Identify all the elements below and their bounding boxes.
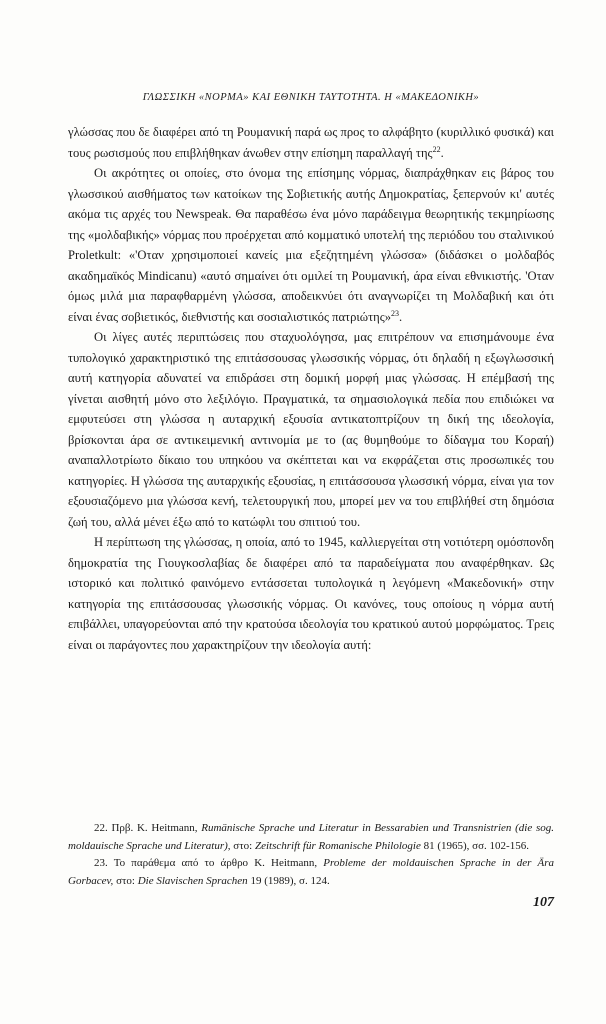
main-text: [68, 122, 554, 655]
footnote-22-number: 22.: [94, 822, 108, 834]
paragraph-4: Η περίπτωση της γλώσσας, η οποία, από το 1945, καλλιεργείται στη νοτιότερη ομόσπονδη δημοκρατία της Γιουγκοσλαβίας δε διαφέρει από τα παραδείγματα που αναφέρθηκαν. Ως ιστορικό και πολιτικό φαινόμενο εντάσσεται τυπολογικά η λεγόμενη «Μακεδονική» στην κατηγορία της επιτάσσουσας γλωσσικής νόρμας. Οι κανόνες, τους οποίους η νόρμα αυτή επιβάλλει, υπαγορεύονται από την κρατούσα ιδεολογία του κρατικού αυτού μορφώματος. Τρεις είναι οι παράγοντες που χαρακτηρίζουν την ιδεολογία αυτή:: [68, 535, 554, 652]
footnote-23-title: Probleme der moldauischen Sprache in der Ära Gorbacev,: [68, 857, 554, 887]
paragraph-1: [68, 122, 554, 163]
footnote-22: [68, 820, 554, 855]
footnote-23: [68, 855, 554, 890]
footnote-22-journal: Zeitschrift für Romanische Philologie: [254, 839, 421, 852]
footnote-22-details: 81 (1965), σσ. 102-156.: [423, 839, 529, 852]
footnote-23-details: 19 (1989), σ. 124.: [250, 874, 330, 887]
footnote-23-in: στο:: [116, 874, 135, 887]
footnote-23-author: Το παράθεμα από το άρθρο K. Heitmann,: [113, 857, 318, 869]
paragraph-2: [68, 163, 554, 327]
paragraph-2-text: Οι ακρότητες οι οποίες, στο όνομα της επίσημης νόρμας, διαπράχθηκαν εις βάρος του γλωσσικού αισθήματος των κατοίκων της Σοβιετικής αυτής Δημοκρατίας, ξεπερνούν κι' αυτές ακόμα τις αρχές του Newspeak. Θα παραθέσω ένα μόνο παράδειγμα θεωρητικής τεκμηρίωσης της «μολδαβικής» νόρμας που προέρχεται από κομματικό υποτελή της περιόδου του σταλινικού Proletkult: «'Οταν χρησιμοποιεί κανείς μια εξεζητημένη γλώσσα» (διδάσκει ο μολδαβός ακαδημαϊκός Mindicanu) «αυτό σημαίνει ότι ομιλεί τη Ρουμανική, άρα είναι εθνικιστής. 'Οταν όμως μιλά μια παραφθαρμένη γλώσσα, αποδεικνύει ότι αναγνωρίζει τη Μολδαβική και ότι είναι ένας σοβιετικός, διεθνιστής και σοσιαλιστικός πατριώτης»: [68, 166, 554, 324]
paragraph-3: Οι λίγες αυτές περιπτώσεις που σταχυολόγησα, μας επιτρέπουν να επισημάνουμε ένα τυπολογικό χαρακτηριστικό της επιτάσσουσας γλωσσικής νόρμας, ότι δηλαδή η εξωγλωσσική αυτή κατηγορία αδυνατεί να επιδράσει στη δομική μορφή μιας γλώσσας. Η επέμβασή της γίνεται αισθητή μόνο στο λεξιλόγιο. Πραγματικά, τα σημασιολογικά πεδία που επιδιώκει να εμφυτεύσει στη γλώσσα η αυταρχική εξουσία αντικατοπτρίζουν τη δική της ιδεολογία, βρίσκονται άρα σε αντικειμενική αντινομία με το (ας θυμηθούμε το δίδαγμα του Κοραή) αναπαλλοτρίωτο δίκαιο του υπηκόου να σκέπτεται και να εκφράζεται στις προσωπικές του κατηγορίες. Η γλώσσα της αυταρχικής εξουσίας, η επιτάσσουσα γλωσσική νόρμα, είναι για τον εξουσιαζόμενο μια γλώσσα κενή, τελετουργική που, μπορεί μεν να του επιβλήθεί στη δημόσια ζωή του, αλλά μένει έξω από το κατώφλι του σπιτιού του.: [68, 330, 554, 529]
page-number: 107: [533, 895, 554, 910]
footnote-23-number: 23.: [94, 857, 108, 869]
footnote-ref-22[interactable]: 22: [432, 144, 441, 154]
footnote-ref-23[interactable]: 23: [391, 308, 400, 318]
footnote-22-in: στο:: [233, 839, 253, 852]
paragraph-1-text: γλώσσας που δε διαφέρει από τη Ρουμανική παρά ως προς το αλφάβητο (κυριλλικό φυσικά) και τους ρωσισμούς που επιβλήθηκαν άνωθεν στην επίσημη παραλλαγή της: [68, 125, 554, 160]
running-title: ΓΛΩΣΣΙΚΗ «ΝΟΡΜΑ» ΚΑΙ ΕΘΝΙΚΗ ΤΑΥΤΟΤΗΤΑ. Η «ΜΑΚΕΔΟΝΙΚΗ»: [142, 92, 480, 103]
paragraph-2-end: .: [399, 309, 403, 324]
footnote-22-author: Πρβ. K. Heitmann,: [111, 822, 198, 834]
footnotes: [68, 820, 554, 890]
footnote-22-title: Rumänische Sprache und Literatur in Bessarabien und Transnistrien (die sog. moldauische Sprache und Literatur),: [68, 822, 554, 852]
paragraph-1-end: .: [440, 145, 444, 160]
footnote-23-journal: Die Slavischen Sprachen: [137, 874, 248, 887]
